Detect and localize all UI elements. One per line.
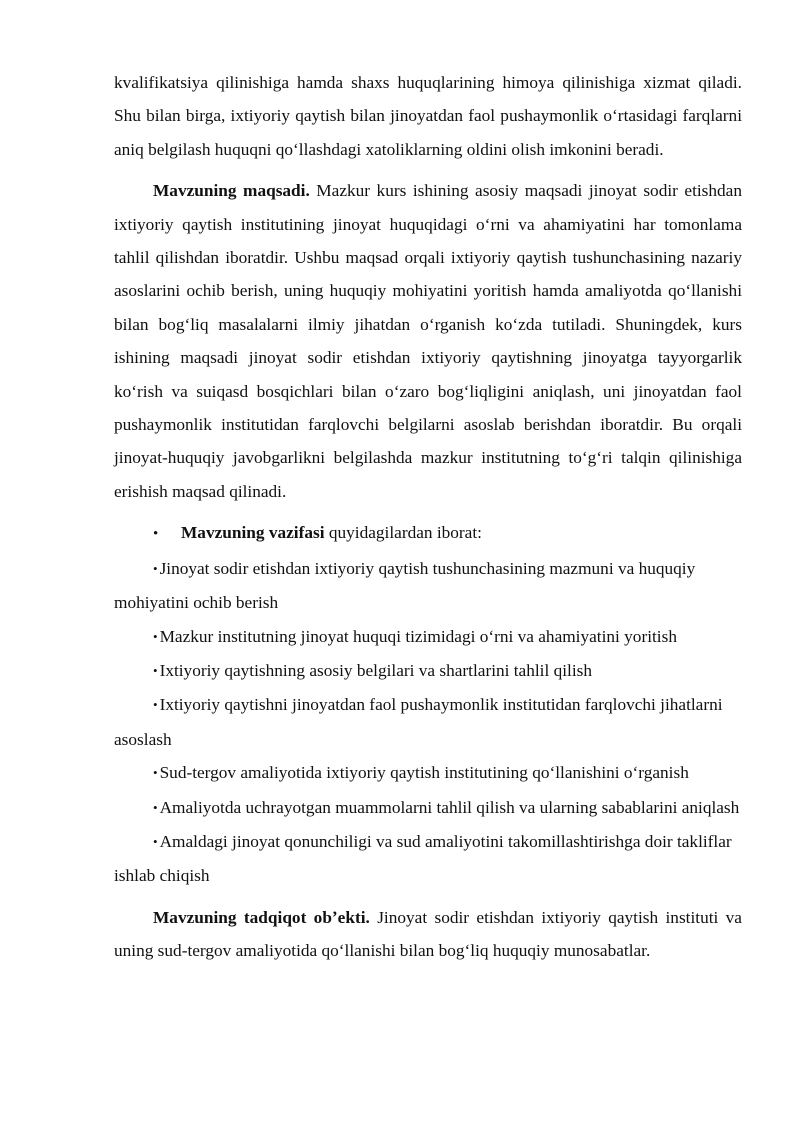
tasks-list bbox=[114, 552, 742, 893]
list-item bbox=[114, 791, 742, 825]
paragraph-intro: kvalifikatsiya qilinishiga hamda shaxs huquqlarining himoya qilinishiga xizmat qiladi. Shu bilan birga, ixtiyoriy qaytish bilan jinoyatdan faol pushaymonlik oʻrtasidagi farqlarni aniq belgilash huquqni qoʻllashdagi xatoliklarning oldini olish imkonini beradi. bbox=[114, 73, 742, 159]
list-item-text: Ixtiyoriy qaytishni jinoyatdan faol pushaymonlik institutidan farqlovchi jihatlarni asoslash bbox=[114, 695, 723, 749]
list-item bbox=[114, 825, 742, 893]
list-item bbox=[114, 756, 742, 790]
bullet-icon: • bbox=[153, 662, 158, 678]
bullet-icon: • bbox=[153, 697, 158, 713]
goal-text: Mazkur kurs ishining asosiy maqsadi jinoyat sodir etishdan ixtiyoriy qaytish institutining jinoyat huquqidagi oʻrni va ahamiyatini har tomonlama tahlil qilishdan iboratdir. Ushbu maqsad orqali ixtiyoriy qaytish tushunchasining nazariy asoslarini ochib berish, uning huquqiy mohiyatini yoritish hamda amaliyotda qoʻllanishi bilan bogʻliq masalalarni ilmiy jihatdan oʻrganish koʻzda tutiladi. Shuningdek, kurs ishining maqsadi jinoyat sodir etishdan ixtiyoriy qaytishning jinoyatga tayyorgarlik koʻrish va suiqasd bosqichlari bilan oʻzaro bogʻliqligini aniqlash, uni jinoyatdan faol pushaymonlik institutidan farqlovchi belgilarni asoslab berishdan iboratdir. Bu orqali jinoyat-huquqiy javobgarlikni belgilashda mazkur institutning toʻgʻri talqin qilinishiga erishish maqsad qilinadi. bbox=[114, 181, 742, 501]
list-item-text: Jinoyat sodir etishdan ixtiyoriy qaytish tushunchasining mazmuni va huquqiy mohiyatini ochib berish bbox=[114, 558, 696, 613]
bullet-icon: • bbox=[153, 560, 158, 576]
list-item-text: Amaliyotda uchrayotgan muammolarni tahlil qilish va ularning sabablarini aniqlash bbox=[159, 797, 740, 817]
research-object-text: Jinoyat sodir etishdan ixtiyoriy qaytish instituti va uning sud-tergov amaliyotida qoʻllanishi bilan bogʻliq huquqiy munosabatlar. bbox=[114, 907, 742, 961]
list-item bbox=[114, 620, 742, 654]
bullet-icon: • bbox=[153, 833, 158, 849]
list-item-text: Mazkur institutning jinoyat huquqi tizimidagi oʻrni va ahamiyatini yoritish bbox=[159, 626, 677, 646]
paragraph-research-object bbox=[114, 901, 742, 968]
list-item-text: Ixtiyoriy qaytishning asosiy belgilari va shartlarini tahlil qilish bbox=[159, 660, 593, 680]
list-item bbox=[114, 654, 742, 688]
goal-heading: Mavzuning maqsadi. bbox=[153, 181, 310, 201]
bullet-icon: • bbox=[153, 765, 158, 781]
list-item bbox=[114, 552, 742, 620]
research-object-heading: Mavzuning tadqiqot obʼekti. bbox=[153, 907, 370, 927]
list-item-text: Sud-tergov amaliyotida ixtiyoriy qaytish institutining qoʻllanishini oʻrganish bbox=[159, 763, 689, 783]
bullet-icon: • bbox=[153, 526, 159, 543]
bullet-icon: • bbox=[153, 799, 158, 815]
bullet-icon: • bbox=[153, 628, 158, 644]
list-item-text: Amaldagi jinoyat qonunchiligi va sud amaliyotini takomillashtirishga doir takliflar ishlab chiqish bbox=[114, 831, 732, 886]
list-item bbox=[114, 688, 742, 756]
paragraph-goal bbox=[114, 174, 742, 508]
tasks-heading-suffix: quyidagilardan iborat: bbox=[324, 523, 482, 543]
tasks-heading-line bbox=[114, 516, 742, 551]
tasks-heading: Mavzuning vazifasi bbox=[181, 523, 325, 543]
